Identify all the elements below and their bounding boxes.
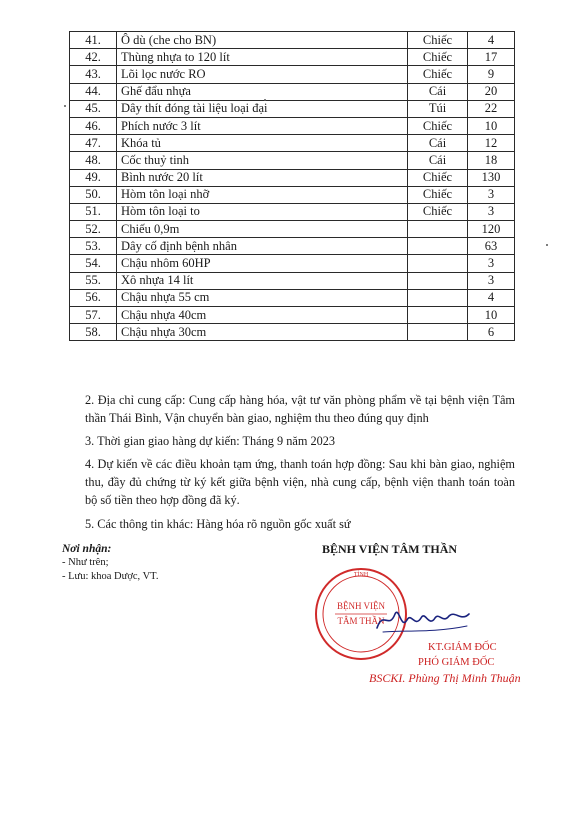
row-number: 41. xyxy=(70,32,117,49)
table-row xyxy=(70,100,515,117)
item-name: Xô nhựa 14 lít xyxy=(117,272,408,289)
table-row xyxy=(70,272,515,289)
row-number: 53. xyxy=(70,238,117,255)
recipients-title: Nơi nhận: xyxy=(62,543,112,555)
item-unit: Chiếc xyxy=(408,32,468,49)
item-quantity: 10 xyxy=(468,307,515,324)
handwritten-signature xyxy=(373,600,473,640)
payment-terms-paragraph: 4. Dự kiến về các điều khoản tạm ứng, thanh toán hợp đồng: Sau khi bàn giao, nghiệm thu, đầy đủ chứng từ ký kết giữa bệnh viện, nhà cung cấp, bệnh viện thanh toán toàn bộ số tiền theo hợp đồng đã ký. xyxy=(85,457,515,507)
item-quantity: 12 xyxy=(468,135,515,152)
signer-role-secondary: PHÓ GIÁM ĐỐC xyxy=(418,657,495,668)
scan-speck xyxy=(64,105,66,107)
delivery-address-paragraph: 2. Địa chỉ cung cấp: Cung cấp hàng hóa, vật tư văn phòng phẩm về tại bệnh viện Tâm thần Thái Bình, Vận chuyển bàn giao, nghiệm thu theo đúng quy định xyxy=(85,393,515,425)
item-quantity: 4 xyxy=(468,289,515,306)
item-unit: Túi xyxy=(408,100,468,117)
item-name: Chậu nhựa 55 cm xyxy=(117,289,408,306)
recipient-line: - Như trên; xyxy=(62,557,109,568)
table-row xyxy=(70,324,515,341)
item-quantity: 130 xyxy=(468,169,515,186)
row-number: 42. xyxy=(70,49,117,66)
item-quantity: 3 xyxy=(468,255,515,272)
table-row xyxy=(70,49,515,66)
item-quantity: 3 xyxy=(468,272,515,289)
hospital-name: BỆNH VIỆN TÂM THẦN xyxy=(322,542,458,556)
item-name: Ô dù (che cho BN) xyxy=(117,32,408,49)
table-row xyxy=(70,117,515,134)
item-name: Hòm tôn loại to xyxy=(117,203,408,220)
delivery-time-paragraph: 3. Thời gian giao hàng dự kiến: Tháng 9 năm 2023 xyxy=(85,434,336,448)
item-unit: Chiếc xyxy=(408,203,468,220)
table-row xyxy=(70,221,515,238)
row-number: 57. xyxy=(70,307,117,324)
row-number: 48. xyxy=(70,152,117,169)
item-name: Chiếu 0,9m xyxy=(117,221,408,238)
row-number: 54. xyxy=(70,255,117,272)
item-quantity: 3 xyxy=(468,203,515,220)
item-quantity: 6 xyxy=(468,324,515,341)
row-number: 49. xyxy=(70,169,117,186)
item-unit xyxy=(408,324,468,341)
seal-text: BỆNH VIỆN xyxy=(336,601,386,611)
scan-speck xyxy=(546,244,548,246)
item-name: Dây cố định bệnh nhân xyxy=(117,238,408,255)
table-row xyxy=(70,289,515,306)
table-row xyxy=(70,32,515,49)
item-quantity: 120 xyxy=(468,221,515,238)
item-unit xyxy=(408,238,468,255)
row-number: 43. xyxy=(70,66,117,83)
item-quantity: 4 xyxy=(468,32,515,49)
row-number: 47. xyxy=(70,135,117,152)
item-name: Ghế đẩu nhựa xyxy=(117,83,408,100)
row-number: 55. xyxy=(70,272,117,289)
row-number: 50. xyxy=(70,186,117,203)
item-name: Phích nước 3 lít xyxy=(117,117,408,134)
row-number: 51. xyxy=(70,203,117,220)
item-unit xyxy=(408,307,468,324)
item-quantity: 3 xyxy=(468,186,515,203)
item-name: Hòm tôn loại nhỡ xyxy=(117,186,408,203)
table-row xyxy=(70,307,515,324)
item-quantity: 22 xyxy=(468,100,515,117)
item-unit: Chiếc xyxy=(408,49,468,66)
table-row xyxy=(70,255,515,272)
item-unit: Cái xyxy=(408,83,468,100)
item-unit: Chiếc xyxy=(408,169,468,186)
row-number: 46. xyxy=(70,117,117,134)
item-name: Thùng nhựa to 120 lít xyxy=(117,49,408,66)
item-name: Chậu nhôm 60HP xyxy=(117,255,408,272)
table-row xyxy=(70,135,515,152)
table-row xyxy=(70,83,515,100)
item-quantity: 18 xyxy=(468,152,515,169)
table-row xyxy=(70,238,515,255)
supplies-table xyxy=(69,31,515,341)
item-quantity: 17 xyxy=(468,49,515,66)
row-number: 56. xyxy=(70,289,117,306)
signer-name: BSCKI. Phùng Thị Minh Thuận xyxy=(369,671,521,685)
table-row xyxy=(70,152,515,169)
seal-text: TÂM THẦN xyxy=(337,616,385,626)
item-quantity: 20 xyxy=(468,83,515,100)
item-unit: Chiếc xyxy=(408,117,468,134)
row-number: 44. xyxy=(70,83,117,100)
table-row xyxy=(70,169,515,186)
item-unit: Chiếc xyxy=(408,66,468,83)
row-number: 52. xyxy=(70,221,117,238)
table-row xyxy=(70,186,515,203)
item-quantity: 9 xyxy=(468,66,515,83)
item-unit xyxy=(408,272,468,289)
item-name: Khóa tủ xyxy=(117,135,408,152)
item-unit: Cái xyxy=(408,135,468,152)
other-info-paragraph: 5. Các thông tin khác: Hàng hóa rõ nguồn gốc xuất sứ xyxy=(85,517,351,531)
item-unit xyxy=(408,289,468,306)
item-name: Cốc thuỷ tinh xyxy=(117,152,408,169)
recipient-line: - Lưu: khoa Dược, VT. xyxy=(62,571,159,582)
item-name: Lõi lọc nước RO xyxy=(117,66,408,83)
table-row xyxy=(70,66,515,83)
item-unit xyxy=(408,221,468,238)
supplies-table-body xyxy=(70,32,515,341)
row-number: 58. xyxy=(70,324,117,341)
item-name: Bình nước 20 lít xyxy=(117,169,408,186)
item-name: Chậu nhựa 30cm xyxy=(117,324,408,341)
signer-role-primary: KT.GIÁM ĐỐC xyxy=(428,642,497,653)
item-name: Chậu nhựa 40cm xyxy=(117,307,408,324)
scan-speck xyxy=(264,99,266,101)
item-quantity: 10 xyxy=(468,117,515,134)
recipients-block xyxy=(62,542,158,584)
seal-text: TỈNH xyxy=(353,572,369,578)
item-unit: Chiếc xyxy=(408,186,468,203)
item-unit xyxy=(408,255,468,272)
row-number: 45. xyxy=(70,100,117,117)
table-row xyxy=(70,203,515,220)
item-quantity: 63 xyxy=(468,238,515,255)
item-name: Dây thít đóng tài liệu loại đại xyxy=(117,100,408,117)
item-unit: Cái xyxy=(408,152,468,169)
